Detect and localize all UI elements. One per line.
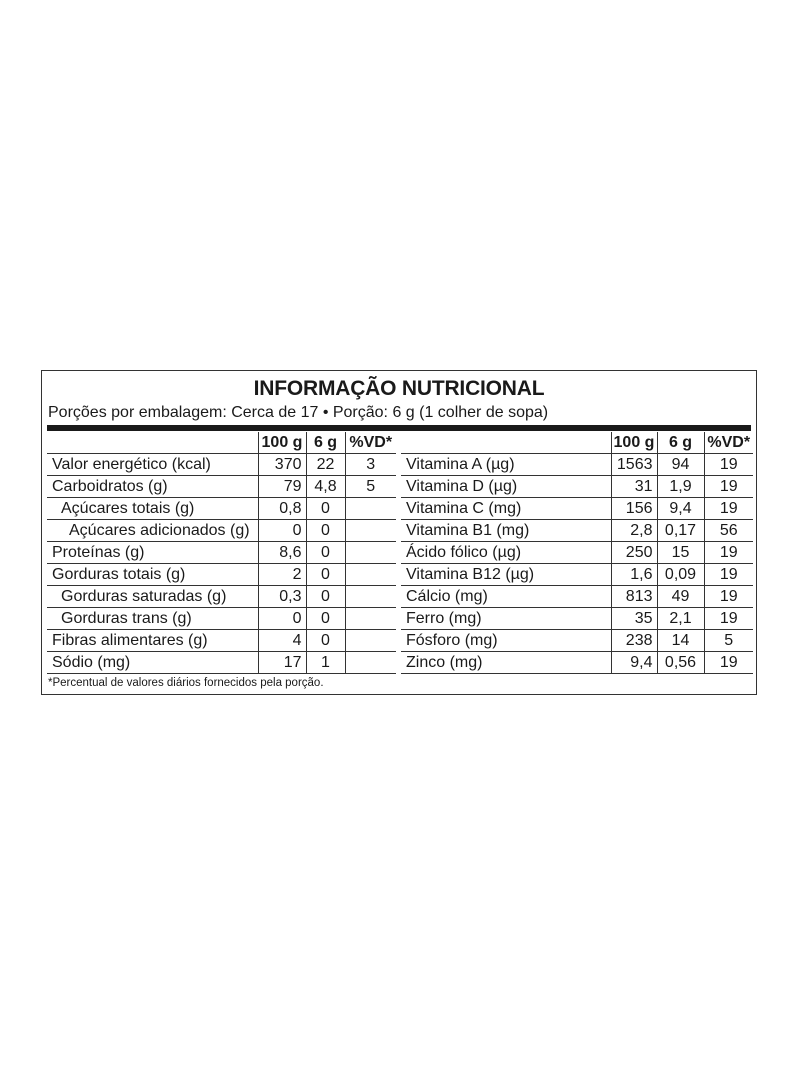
per-100g-value: 35	[611, 608, 657, 630]
table-row	[401, 520, 753, 542]
table-row	[47, 586, 396, 608]
per-100g-value: 0	[258, 608, 306, 630]
table-row	[401, 586, 753, 608]
header-divider	[47, 425, 751, 431]
per-6g-value: 94	[657, 454, 704, 476]
per-6g-value: 2,1	[657, 608, 704, 630]
table-row	[401, 608, 753, 630]
per-6g-header: 6 g	[657, 432, 704, 454]
nutrient-name: Valor energético (kcal)	[52, 456, 211, 473]
per-6g-value: 22	[306, 454, 345, 476]
table-row	[401, 542, 753, 564]
table-row	[47, 520, 396, 542]
daily-value-percent	[345, 498, 396, 520]
nutrient-column-header	[47, 432, 258, 454]
per-100g-value: 1,6	[611, 564, 657, 586]
per-100g-value: 813	[611, 586, 657, 608]
daily-value-percent: 19	[704, 564, 753, 586]
daily-value-percent: 19	[704, 586, 753, 608]
nutrient-name: Fósforo (mg)	[406, 632, 498, 649]
nutrient-name: Gorduras trans (g)	[61, 610, 192, 627]
daily-value-percent: 19	[704, 498, 753, 520]
per-6g-value: 0,09	[657, 564, 704, 586]
nutrient-name: Carboidratos (g)	[52, 478, 168, 495]
per-100g-value: 250	[611, 542, 657, 564]
nutrient-name: Cálcio (mg)	[406, 588, 488, 605]
nutrient-name: Vitamina B12 (µg)	[406, 566, 535, 583]
daily-value-percent	[345, 652, 396, 674]
daily-value-percent	[345, 608, 396, 630]
macronutrient-table	[47, 432, 396, 674]
micronutrient-table	[401, 432, 753, 674]
nutrient-name: Ácido fólico (µg)	[406, 544, 522, 561]
per-6g-header: 6 g	[306, 432, 345, 454]
table-row	[47, 498, 396, 520]
per-100g-value: 2,8	[611, 520, 657, 542]
nutrient-name: Fibras alimentares (g)	[52, 632, 208, 649]
daily-value-percent	[345, 542, 396, 564]
table-row	[47, 564, 396, 586]
label-title: INFORMAÇÃO NUTRICIONAL	[253, 377, 545, 400]
daily-value-header: %VD*	[345, 432, 396, 454]
per-100g-value: 370	[258, 454, 306, 476]
per-6g-value: 0	[306, 564, 345, 586]
table-row	[401, 564, 753, 586]
daily-value-percent: 19	[704, 608, 753, 630]
nutrition-facts-label	[41, 370, 757, 695]
table-header-row	[401, 432, 753, 454]
per-6g-value: 0,17	[657, 520, 704, 542]
table-row	[47, 476, 396, 498]
footnote: *Percentual de valores diários fornecidos pela porção.	[48, 677, 324, 689]
table-row	[47, 542, 396, 564]
daily-value-percent: 56	[704, 520, 753, 542]
nutrient-column-header	[401, 432, 611, 454]
nutrient-name: Vitamina A (µg)	[406, 456, 515, 473]
table-row	[401, 498, 753, 520]
daily-value-percent	[345, 564, 396, 586]
per-6g-value: 1	[306, 652, 345, 674]
daily-value-percent	[345, 520, 396, 542]
daily-value-percent: 5	[704, 630, 753, 652]
daily-value-percent: 19	[704, 476, 753, 498]
table-row	[401, 630, 753, 652]
per-100g-value: 31	[611, 476, 657, 498]
daily-value-percent	[345, 630, 396, 652]
table-row	[47, 630, 396, 652]
daily-value-percent: 19	[704, 454, 753, 476]
per-100g-value: 9,4	[611, 652, 657, 674]
nutrient-name: Ferro (mg)	[406, 610, 482, 627]
per-6g-value: 9,4	[657, 498, 704, 520]
per-100g-value: 17	[258, 652, 306, 674]
table-row	[401, 454, 753, 476]
daily-value-percent: 3	[345, 454, 396, 476]
per-6g-value: 14	[657, 630, 704, 652]
table-row	[401, 476, 753, 498]
per-6g-value: 0	[306, 498, 345, 520]
per-100g-value: 79	[258, 476, 306, 498]
nutrient-name: Açúcares totais (g)	[61, 500, 195, 517]
table-row	[47, 454, 396, 476]
table-row	[401, 652, 753, 674]
per-100g-header: 100 g	[258, 432, 306, 454]
per-6g-value: 0	[306, 608, 345, 630]
per-6g-value: 0	[306, 630, 345, 652]
nutrient-name: Gorduras totais (g)	[52, 566, 186, 583]
daily-value-percent: 19	[704, 652, 753, 674]
table-header-row	[47, 432, 396, 454]
nutrient-name: Vitamina C (mg)	[406, 500, 522, 517]
nutrient-name: Açúcares adicionados (g)	[69, 522, 250, 539]
per-6g-value: 4,8	[306, 476, 345, 498]
table-row	[47, 652, 396, 674]
serving-info: Porções por embalagem: Cerca de 17 • Porção: 6 g (1 colher de sopa)	[48, 404, 549, 421]
per-100g-value: 0	[258, 520, 306, 542]
per-100g-value: 1563	[611, 454, 657, 476]
per-6g-value: 49	[657, 586, 704, 608]
daily-value-percent	[345, 586, 396, 608]
nutrient-name: Vitamina D (µg)	[406, 478, 518, 495]
nutrient-name: Gorduras saturadas (g)	[61, 588, 227, 605]
per-6g-value: 1,9	[657, 476, 704, 498]
per-100g-value: 2	[258, 564, 306, 586]
nutrient-name: Vitamina B1 (mg)	[406, 522, 530, 539]
per-6g-value: 15	[657, 542, 704, 564]
per-100g-value: 156	[611, 498, 657, 520]
daily-value-percent: 19	[704, 542, 753, 564]
per-100g-header: 100 g	[611, 432, 657, 454]
nutrient-name: Zinco (mg)	[406, 654, 483, 671]
per-6g-value: 0,56	[657, 652, 704, 674]
daily-value-percent: 5	[345, 476, 396, 498]
per-6g-value: 0	[306, 586, 345, 608]
nutrient-name: Proteínas (g)	[52, 544, 145, 561]
per-6g-value: 0	[306, 542, 345, 564]
table-row	[47, 608, 396, 630]
per-100g-value: 4	[258, 630, 306, 652]
per-6g-value: 0	[306, 520, 345, 542]
per-100g-value: 0,3	[258, 586, 306, 608]
per-100g-value: 238	[611, 630, 657, 652]
per-100g-value: 8,6	[258, 542, 306, 564]
per-100g-value: 0,8	[258, 498, 306, 520]
nutrient-name: Sódio (mg)	[52, 654, 131, 671]
daily-value-header: %VD*	[704, 432, 753, 454]
